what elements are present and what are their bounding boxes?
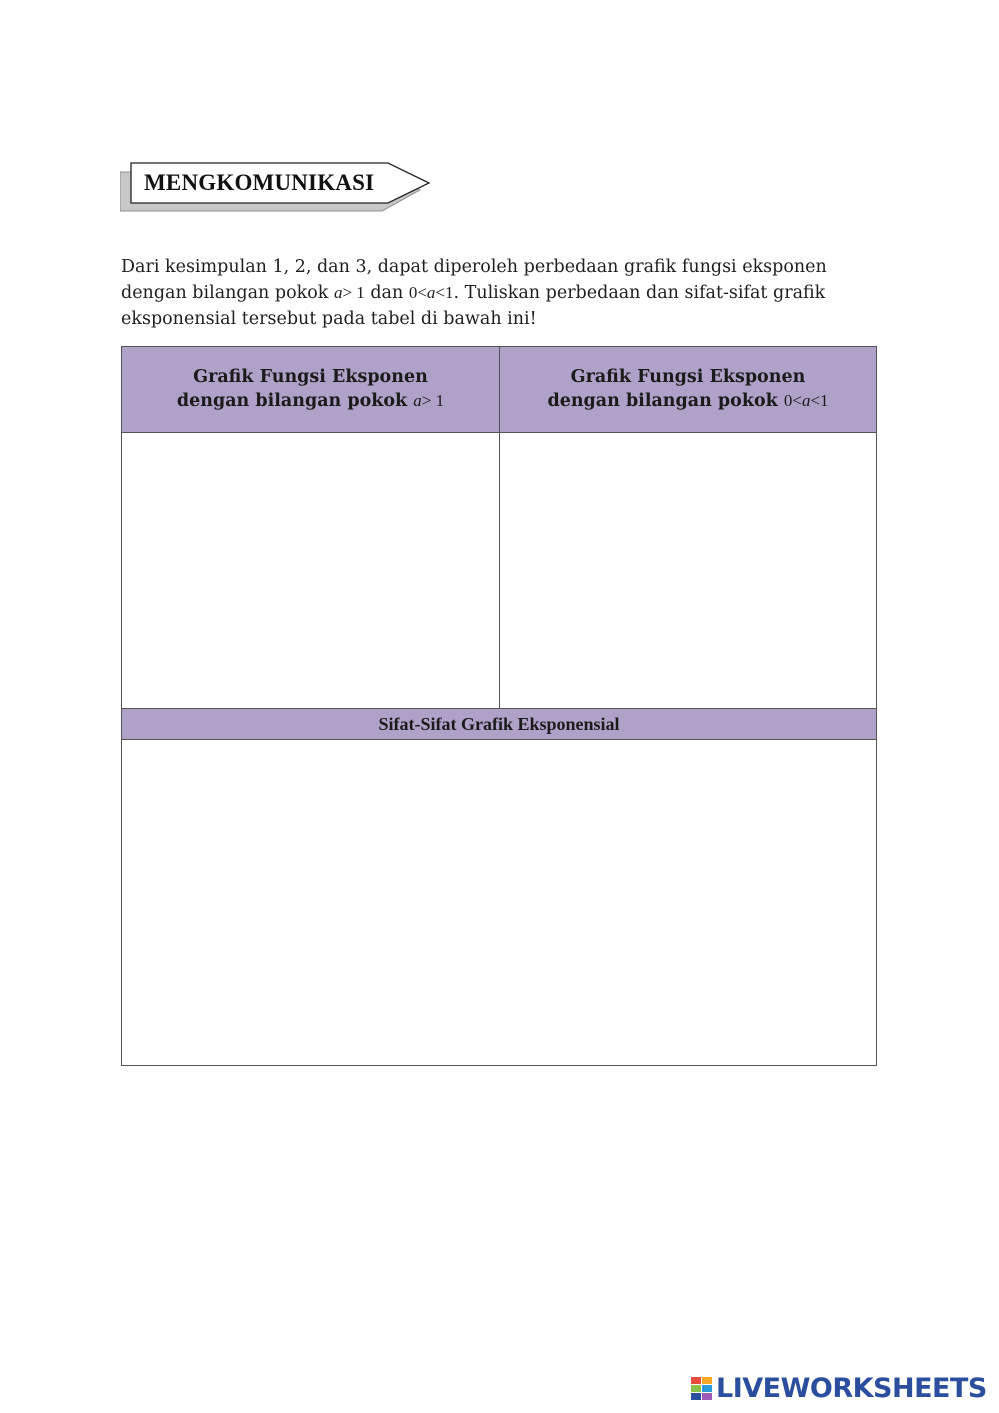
condition-rest: <1 (435, 283, 454, 302)
instruction-part2: dan (364, 283, 409, 303)
header-line2-text: dengan bilangan pokok (547, 391, 778, 411)
condition-pre: 0< (408, 283, 427, 302)
header-line1: Grafik Fungsi Eksponen (193, 367, 428, 387)
header-line1: Grafik Fungsi Eksponen (570, 367, 806, 387)
instruction-part3: . Tuliskan perbedaan dan sifat-sifat grafik eksponensial tersebut pada tabel di bawah ini! (121, 283, 826, 329)
condition-a-greater-1 (334, 283, 365, 302)
instruction-text (121, 254, 841, 332)
condition-a-between-0-1 (409, 283, 454, 302)
condition-var: a (333, 283, 343, 302)
section-banner (120, 162, 440, 216)
header-condition-var: a (801, 391, 811, 410)
logo-text: LIVEWORKSHEETS (716, 1373, 987, 1404)
condition-var: a (426, 283, 436, 302)
header-cell-a-greater-1 (122, 347, 499, 432)
header-cell-a-between-0-1 (500, 347, 876, 432)
graph-answer-area-a-between-0-1[interactable] (500, 433, 876, 708)
properties-header: Sifat-Sifat Grafik Eksponensial (122, 708, 876, 740)
header-condition-var: a (413, 391, 422, 410)
header-condition-rest: <1 (810, 391, 829, 410)
instruction-part1: Dari kesimpulan 1, 2, dan 3, dapat diperoleh perbedaan grafik fungsi eksponen dengan bilangan pokok (121, 257, 827, 303)
header-line2 (177, 389, 444, 413)
liveworksheets-logo-icon (691, 1377, 713, 1401)
header-condition-rest: > 1 (421, 391, 445, 410)
header-condition (784, 391, 829, 410)
header-line2 (547, 389, 828, 413)
graph-answer-area-a-greater-1[interactable] (122, 433, 499, 708)
liveworksheets-logo (691, 1374, 987, 1404)
condition-rest: > 1 (342, 283, 365, 302)
worksheet-table (121, 346, 877, 1066)
header-condition-pre: 0< (783, 391, 802, 410)
properties-answer-area[interactable] (122, 740, 876, 1065)
header-condition (413, 391, 444, 410)
header-line2-text: dengan bilangan pokok (176, 391, 408, 411)
section-title: MENGKOMUNIKASI (144, 170, 375, 195)
